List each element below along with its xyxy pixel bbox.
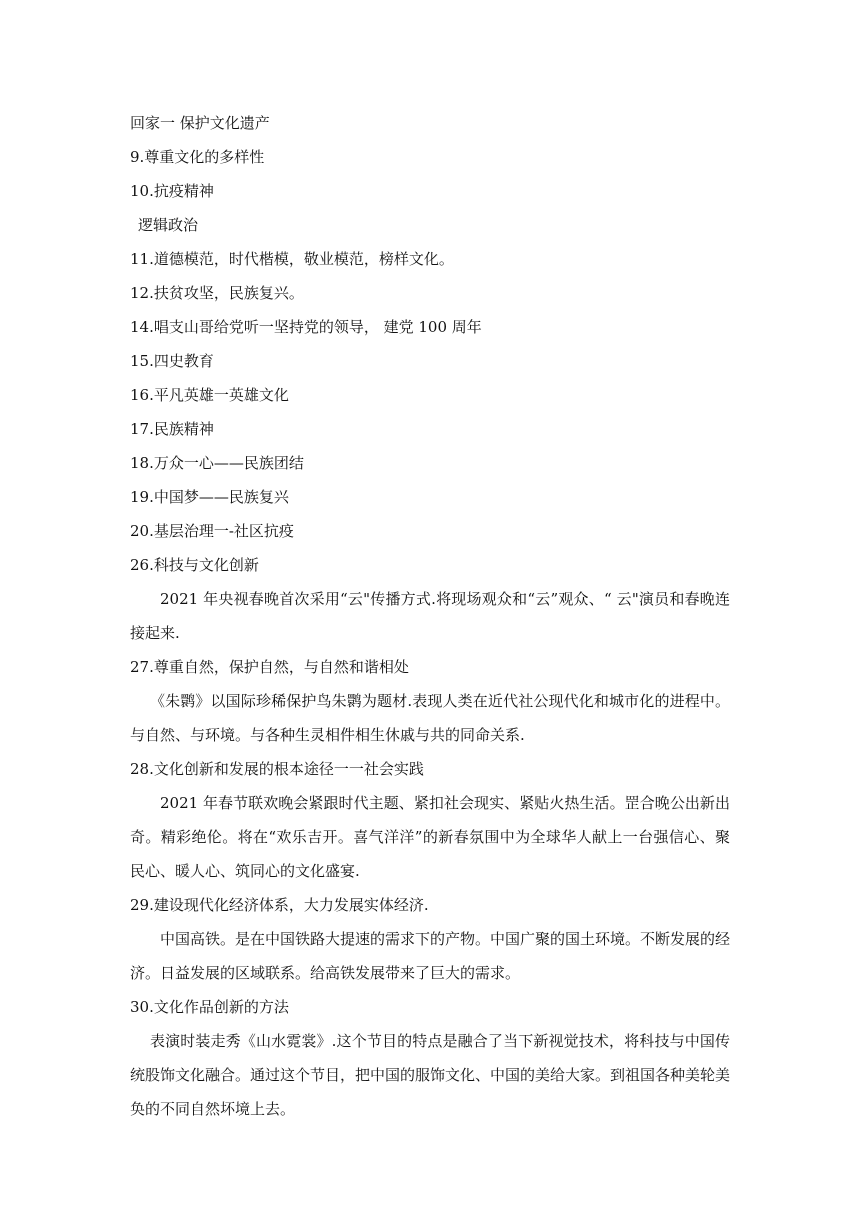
item-15: 15.四史教育 — [130, 352, 214, 370]
section-logic-politics: 逻辑政治 — [138, 216, 199, 234]
item-20: 20.基层治理一-社区抗疫 — [130, 522, 294, 540]
document-page — [130, 106, 730, 1126]
item-18: 18.万众一心——民族团结 — [130, 454, 304, 472]
item-27: 27.尊重自然，保护自然，与自然和谐相处 — [130, 658, 409, 676]
item-16: 16.平凡英雄一英雄文化 — [130, 386, 289, 404]
item-26: 26.科技与文化创新 — [130, 556, 259, 574]
item-28: 28.文化创新和发展的根本途径一一社会实践 — [130, 760, 424, 778]
paragraph-cloud-gala: 2021 年央视春晚首次采用“云"传播方式.将现场观众和“云”观众、“ 云"演员和春晚连接起来. — [130, 590, 730, 642]
paragraph-fashion-show: 表演时装走秀《山水霓裳》.这个节目的特点是融合了当下新视觉技术，将科技与中国传统股饰文化融合。通过这个节目，把中国的服饰文化、中国的美给大家。到祖国各种美轮美奂的不同自然坏境上去。 — [130, 1032, 731, 1118]
heading-protect-heritage: 回家一 保护文化遗产 — [130, 114, 270, 132]
item-12: 12.扶贫攻坚，民族复兴。 — [130, 284, 304, 302]
paragraph-crested-ibis: 《朱鹮》以国际珍稀保护鸟朱鹮为题材.表现人类在近代社公现代化和城市化的进程中。与自然、与环境。与各种生灵相件相生休戚与共的同命关系. — [130, 692, 730, 744]
item-29: 29.建设现代化经济体系，大力发展实体经济. — [130, 896, 429, 914]
item-10: 10.抗疫精神 — [130, 182, 214, 200]
item-17: 17.民族精神 — [130, 420, 214, 438]
item-11: 11.道德模范，时代楷模，敬业模范，榜样文化。 — [130, 250, 454, 268]
item-19: 19.中国梦——民族复兴 — [130, 488, 289, 506]
item-30: 30.文化作品创新的方法 — [130, 998, 289, 1016]
paragraph-spring-gala: 2021 年春节联欢晚会紧跟时代主题、紧扣社会现实、紧贴火热生活。罡合晚公出新出奇。精彩绝伦。将在“欢乐吉开。喜气洋洋”的新春氛围中为全球华人献上一台强信心、聚民心、暖人心、筑同心的文化盛宴. — [130, 794, 730, 880]
item-9: 9.尊重文化的多样性 — [130, 148, 265, 166]
paragraph-high-speed-rail: 中国高铁。是在中国铁路大提速的需求下的产物。中国广聚的国土环境。不断发展的经济。日益发展的区域联系。给高铁发展带来了巨大的需求。 — [130, 930, 731, 982]
item-14: 14.唱支山哥给党听一坚持党的领导， 建党 100 周年 — [130, 318, 482, 336]
